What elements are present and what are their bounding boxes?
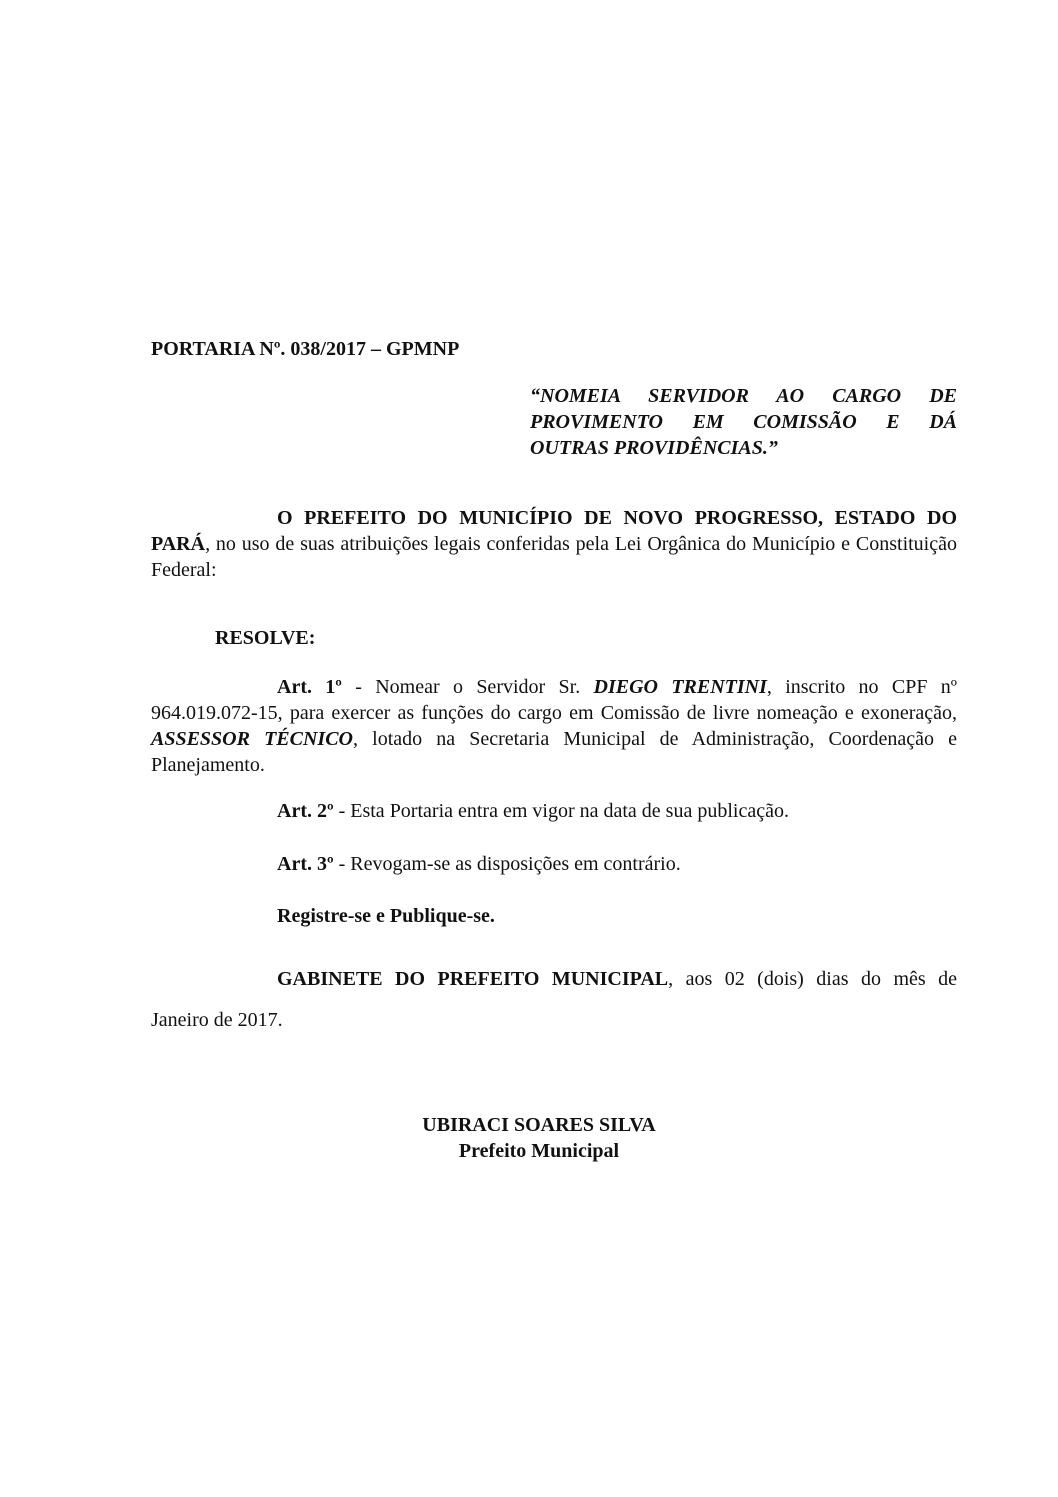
article-1-text-a: - Nomear o Servidor Sr. xyxy=(341,676,594,698)
article-3-text: - Revogam-se as disposições em contrário. xyxy=(333,853,681,875)
resolve-heading: RESOLVE: xyxy=(215,627,316,649)
portaria-title: PORTARIA Nº. 038/2017 – GPMNP xyxy=(151,338,460,360)
article-1 xyxy=(151,674,957,778)
ementa-line-1: “NOMEIA SERVIDOR AO CARGO DE xyxy=(530,385,957,407)
signatory-role: Prefeito Municipal xyxy=(458,1140,620,1162)
article-2-label: Art. 2º xyxy=(277,800,334,822)
ementa-line-3: OUTRAS PROVIDÊNCIAS.” xyxy=(530,437,778,459)
article-1-label: Art. 1º xyxy=(277,676,342,698)
article-2-text: - Esta Portaria entra em vigor na data de sua publicação. xyxy=(333,800,789,822)
article-1-text-c: , lotado na Secretaria Municipal de Administração, Coordenação e Planejamento. xyxy=(151,728,957,776)
authority-heading-state: PARÁ xyxy=(151,533,206,555)
role-name: ASSESSOR TÉCNICO xyxy=(151,728,353,750)
preamble-text: , no uso de suas atribuições legais conferidas pela Lei Orgânica do Município e Constituição Federal: xyxy=(151,533,957,581)
ementa-line-2: PROVIMENTO EM COMISSÃO E DÁ xyxy=(530,411,957,433)
preamble-paragraph xyxy=(151,505,957,583)
closing-paragraph xyxy=(151,968,957,991)
article-3-label: Art. 3º xyxy=(277,853,334,875)
closing-text: , aos 02 (dois) dias do mês de xyxy=(668,968,957,990)
ementa xyxy=(530,383,957,461)
article-1-text-b: , inscrito no CPF nº 964.019.072-15, para exercer as funções do cargo em Comissão de livre nomeação e exoneração, xyxy=(151,676,957,724)
registre-publique: Registre-se e Publique-se. xyxy=(277,905,495,927)
closing-date: Janeiro de 2017. xyxy=(151,1009,283,1031)
servant-name: DIEGO TRENTINI xyxy=(593,676,767,698)
signature-block xyxy=(354,1112,724,1164)
article-2 xyxy=(277,800,789,823)
article-3 xyxy=(277,853,681,876)
signatory-name: UBIRACI SOARES SILVA xyxy=(422,1114,656,1136)
office-name: GABINETE DO PREFEITO MUNICIPAL xyxy=(277,968,669,990)
authority-heading: O PREFEITO DO MUNICÍPIO DE NOVO PROGRESSO, ESTADO DO xyxy=(277,507,957,529)
